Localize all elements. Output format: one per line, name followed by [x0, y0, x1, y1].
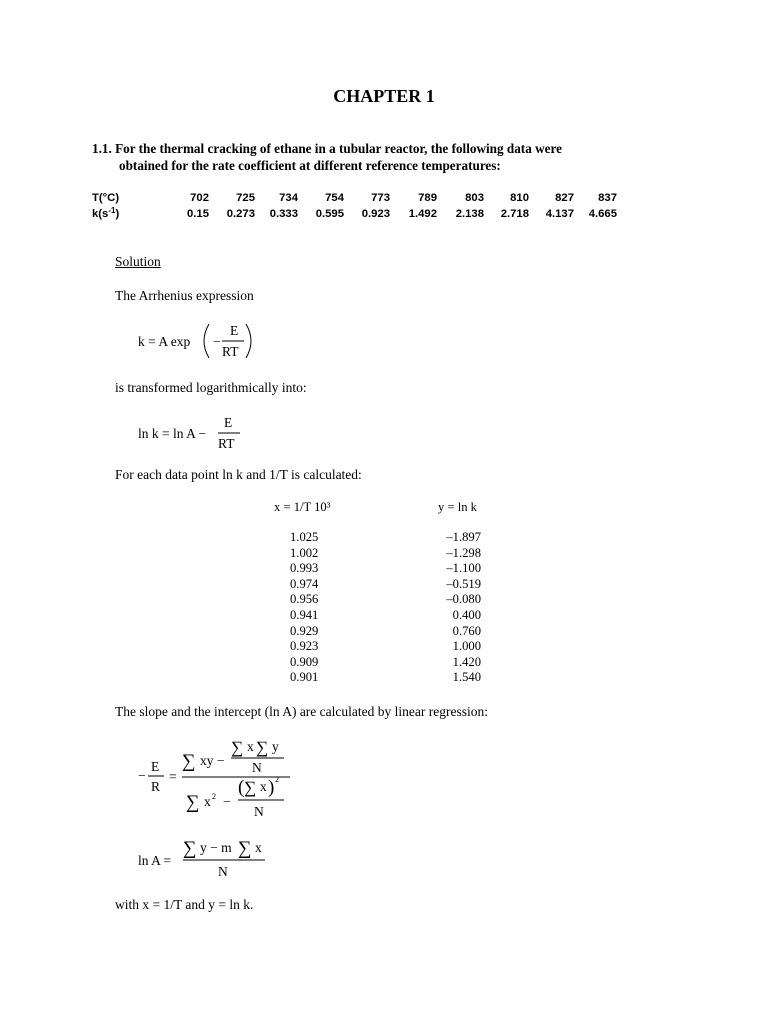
problem-line-2: obtained for the rate coefficient at different reference temperatures:	[119, 158, 501, 173]
solution-heading: Solution	[115, 254, 161, 269]
intercept-equation	[138, 836, 278, 882]
x-value: 0.909	[290, 654, 319, 669]
sum-symbol: ∑	[186, 792, 200, 813]
sum-symbol: ∑	[256, 738, 269, 757]
eq-lnA-x: x	[255, 840, 262, 855]
right-paren	[246, 324, 251, 358]
x-value: 0.956	[290, 592, 319, 607]
rate-coefficient-cell: 4.137	[545, 208, 574, 220]
temperature-cell: 702	[190, 192, 209, 204]
sum-symbol: ∑	[182, 751, 196, 772]
eq-arrhenius-lhs: k = A exp	[138, 334, 191, 349]
temperature-cell: 734	[279, 192, 298, 204]
x-value: 0.941	[290, 607, 319, 622]
x-value: 1.025	[290, 530, 319, 544]
y-value: –1.897	[446, 530, 481, 544]
problem-statement	[92, 140, 682, 174]
regression-text: The slope and the intercept (ln A) are calculated by linear regression:	[115, 704, 488, 719]
y-value: –1.298	[446, 545, 481, 560]
y-value: –1.100	[446, 561, 481, 576]
eq-log-lhs: ln k = ln A −	[138, 426, 207, 441]
rate-coefficient-label: $k(s^{-1})$	[92, 206, 120, 220]
y-value: 0.760	[452, 623, 481, 638]
eq-slope-lhs-denominator: R	[151, 779, 161, 794]
x-value: 0.929	[290, 623, 319, 638]
eq-lnA-N: N	[218, 864, 228, 879]
eq-arrhenius-minus: −	[213, 334, 221, 349]
sum-symbol: ∑	[183, 838, 197, 859]
temperature-cell: 754	[325, 192, 344, 204]
calc-text: For each data point ln k and 1/T is calculated:	[115, 467, 362, 482]
y-value: 1.000	[452, 639, 481, 654]
eq-slope-xy: xy −	[200, 753, 225, 768]
y-column-header: y = ln k	[438, 500, 477, 514]
x-value: 1.002	[290, 545, 319, 560]
temperature-label: T(°C)	[92, 192, 120, 204]
arrhenius-equation	[138, 318, 268, 362]
eq-slope-x: x	[247, 739, 254, 754]
eq-log-numerator: E	[224, 415, 233, 430]
y-value: –0.519	[446, 576, 481, 591]
eq-slope-x2: x	[204, 794, 211, 809]
eq-arrhenius-numerator: E	[230, 323, 239, 338]
problem-line-1: For the thermal cracking of ethane in a tubular reactor, the following data were	[115, 141, 562, 156]
sum-symbol: ∑	[231, 738, 244, 757]
eq-slope-N: N	[252, 760, 262, 775]
sum-symbol: ∑	[238, 838, 252, 859]
eq-slope-N: N	[254, 804, 264, 819]
rate-coefficient-cell: 0.923	[361, 208, 390, 220]
temperature-cell: 827	[555, 192, 574, 204]
temperature-cell: 810	[510, 192, 529, 204]
eq-lnA-lhs: ln A =	[138, 853, 172, 868]
rate-coefficient-cell: 0.333	[269, 208, 298, 220]
rate-coefficient-cell: 2.718	[500, 208, 529, 220]
eq-slope-minus: −	[138, 768, 146, 783]
eq-slope-lhs-numerator: E	[151, 759, 160, 774]
slope-equation	[138, 734, 308, 830]
x-value: 0.923	[290, 639, 319, 654]
log-equation	[138, 410, 258, 454]
rate-coefficient-cell: 0.595	[315, 208, 344, 220]
y-value: 0.400	[452, 607, 481, 622]
x-value: 0.974	[290, 576, 319, 591]
eq-lnA-numerator: y − m	[200, 840, 232, 855]
rate-coefficient-cell: 1.492	[408, 208, 437, 220]
x-value: 0.901	[290, 670, 319, 685]
left-paren: (	[238, 777, 245, 798]
x-column-header: x = 1/T 10³	[274, 500, 331, 514]
y-column	[421, 530, 481, 686]
temperature-cell: 837	[598, 192, 617, 204]
eq-slope-x: x	[260, 779, 267, 794]
eq-slope-y: y	[272, 739, 279, 754]
y-value: 1.540	[452, 670, 481, 685]
temperature-cell: 803	[465, 192, 484, 204]
rate-coefficient-cell: 0.15	[187, 208, 209, 220]
arrhenius-intro: The Arrhenius expression	[115, 288, 254, 303]
left-paren	[204, 324, 209, 358]
x-column	[290, 530, 318, 686]
temperature-cell: 789	[418, 192, 437, 204]
rate-coefficient-cell: 2.138	[455, 208, 484, 220]
transformed-text: is transformed logarithmically into:	[115, 380, 307, 395]
right-paren: )	[268, 777, 275, 798]
temperature-cell: 725	[236, 192, 255, 204]
eq-slope-square: 2	[275, 775, 279, 784]
sum-symbol: ∑	[244, 778, 257, 797]
eq-arrhenius-denominator: RT	[222, 344, 239, 359]
y-value: 1.420	[452, 654, 481, 669]
chapter-title: CHAPTER 1	[333, 86, 435, 106]
y-value: –0.080	[446, 592, 481, 607]
eq-log-denominator: RT	[218, 436, 235, 451]
eq-slope-square: 2	[212, 792, 216, 801]
rate-coefficient-cell: 4.665	[588, 208, 617, 220]
rate-coefficient-cell: 0.273	[226, 208, 255, 220]
eq-slope-minus-2: −	[223, 794, 231, 809]
problem-number: 1.1.	[92, 141, 112, 156]
x-value: 0.993	[290, 561, 319, 576]
closing-text: with x = 1/T and y = ln k.	[115, 897, 254, 912]
eq-slope-equals: =	[169, 769, 177, 784]
temperature-cell: 773	[371, 192, 390, 204]
